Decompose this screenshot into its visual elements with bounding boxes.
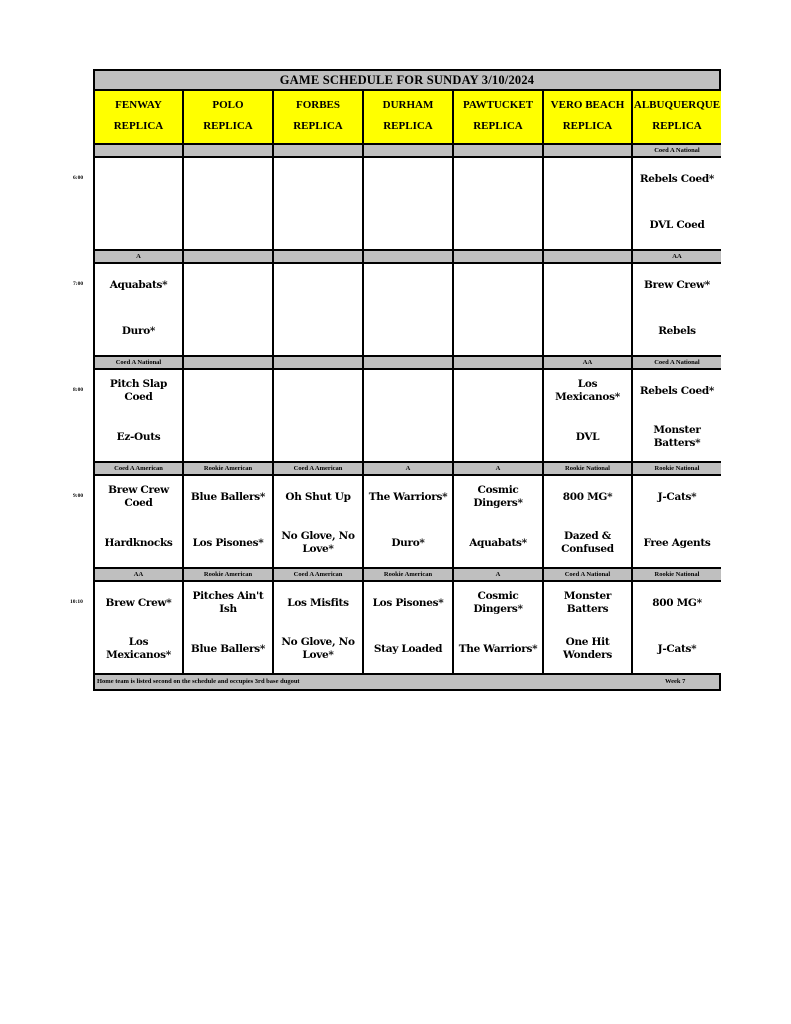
league-label xyxy=(184,357,274,370)
game-cell xyxy=(274,476,364,569)
home-team: No Glove, No Love* xyxy=(281,636,355,661)
away-team xyxy=(274,378,362,404)
game-cell xyxy=(184,370,274,463)
field-subtitle: REPLICA xyxy=(113,120,164,132)
away-team: Pitch Slap Coed xyxy=(109,378,168,403)
league-label xyxy=(544,251,633,264)
away-team xyxy=(364,272,452,298)
away-team: Aquabats* xyxy=(109,278,168,291)
game-cell xyxy=(274,158,364,251)
league-label xyxy=(95,145,184,158)
home-team: DVL Coed xyxy=(649,218,705,231)
league-label: Coed A American xyxy=(95,463,184,476)
time-label: 6:00 xyxy=(73,175,84,181)
game-cell xyxy=(364,158,454,251)
field-header-vero-beach xyxy=(544,91,633,145)
game-cell xyxy=(95,476,184,569)
away-team xyxy=(274,166,362,192)
game-cell xyxy=(364,582,454,675)
game-cell xyxy=(633,476,721,569)
schedule-title: GAME SCHEDULE FOR SUNDAY 3/10/2024 xyxy=(95,71,719,91)
home-team xyxy=(364,212,452,238)
home-team xyxy=(364,318,452,344)
home-team: One Hit Wonders xyxy=(563,636,612,661)
game-cell xyxy=(544,582,633,675)
away-team: Los Pisones* xyxy=(372,596,444,609)
away-team: 800 MG* xyxy=(562,490,613,503)
home-team: Dazed & Confused xyxy=(561,530,614,555)
field-name: VERO BEACH xyxy=(550,99,625,111)
field-name: POLO xyxy=(212,99,244,111)
league-label xyxy=(454,251,544,264)
away-team: The Warriors* xyxy=(368,490,448,503)
home-team xyxy=(544,318,631,344)
game-cell xyxy=(544,476,633,569)
away-team: Monster Batters xyxy=(563,590,612,615)
field-header-albuquerque xyxy=(633,91,721,145)
time-label: 8:00 xyxy=(73,387,84,393)
away-team xyxy=(274,272,362,298)
field-header-polo xyxy=(184,91,274,145)
game-cell xyxy=(184,476,274,569)
field-subtitle: REPLICA xyxy=(652,120,702,132)
game-cell xyxy=(633,264,721,357)
home-team xyxy=(454,424,542,450)
home-team: Aquabats* xyxy=(469,536,527,549)
field-subtitle: REPLICA xyxy=(562,120,613,132)
home-team xyxy=(454,318,542,344)
footer-note: Home team is listed second on the schedule and occupies 3rd base dugout xyxy=(97,678,300,685)
schedule-footer xyxy=(95,674,719,689)
week-label: Week 7 xyxy=(665,678,686,685)
game-cell xyxy=(364,370,454,463)
game-cell xyxy=(633,582,721,675)
field-subtitle: REPLICA xyxy=(203,120,253,132)
away-team xyxy=(95,166,182,192)
away-team: Rebels Coed* xyxy=(639,384,715,397)
league-label: AA xyxy=(544,357,633,370)
home-team: Los Mexicanos* xyxy=(106,636,171,661)
league-label: Rookie National xyxy=(633,569,721,582)
schedule-table xyxy=(93,69,721,691)
game-cell xyxy=(364,264,454,357)
league-label: Coed A American xyxy=(274,463,364,476)
league-label xyxy=(364,251,454,264)
league-label xyxy=(454,357,544,370)
game-cell xyxy=(184,264,274,357)
home-team xyxy=(184,424,272,450)
away-team xyxy=(364,166,452,192)
league-label xyxy=(364,145,454,158)
league-label xyxy=(544,145,633,158)
league-label: Rookie American xyxy=(184,569,274,582)
away-team xyxy=(454,166,542,192)
away-team: Brew Crew* xyxy=(644,278,710,291)
away-team xyxy=(544,272,631,298)
away-team: Brew Crew* xyxy=(105,596,172,609)
game-cell xyxy=(95,264,184,357)
field-subtitle: REPLICA xyxy=(293,120,343,132)
home-team xyxy=(544,212,631,238)
home-team: Hardknocks xyxy=(104,536,173,549)
game-cell xyxy=(364,476,454,569)
time-label: 9:00 xyxy=(73,493,84,499)
home-team: Los Pisones* xyxy=(192,536,264,549)
away-team: Los Mexicanos* xyxy=(555,378,620,403)
home-team xyxy=(454,212,542,238)
away-team xyxy=(364,378,452,404)
field-name: FENWAY xyxy=(115,99,162,111)
away-team: Cosmic Dingers* xyxy=(473,590,523,615)
home-team xyxy=(184,212,272,238)
field-header-fenway xyxy=(95,91,184,145)
time-label: 7:00 xyxy=(73,281,84,287)
league-label: AA xyxy=(633,251,721,264)
away-team: Pitches Ain't Ish xyxy=(192,590,264,615)
field-name: FORBES xyxy=(295,99,340,111)
league-label: Coed A National xyxy=(633,145,721,158)
away-team xyxy=(454,272,542,298)
away-team: Brew Crew Coed xyxy=(108,484,169,509)
game-cell xyxy=(454,264,544,357)
home-team xyxy=(95,212,182,238)
home-team: J-Cats* xyxy=(657,642,697,655)
league-label: Coed A National xyxy=(95,357,184,370)
league-label xyxy=(274,145,364,158)
field-header-forbes xyxy=(274,91,364,145)
field-subtitle: REPLICA xyxy=(473,120,523,132)
game-cell xyxy=(454,158,544,251)
away-team: Oh Shut Up xyxy=(285,490,351,503)
time-label: 10:10 xyxy=(70,599,83,605)
away-team xyxy=(184,272,272,298)
game-cell xyxy=(454,370,544,463)
league-label xyxy=(454,145,544,158)
home-team: Duro* xyxy=(121,324,156,337)
home-team: Duro* xyxy=(391,536,425,549)
home-team: Stay Loaded xyxy=(373,642,443,655)
home-team: Rebels xyxy=(658,324,696,337)
league-label: A xyxy=(95,251,184,264)
away-team xyxy=(184,378,272,404)
away-team: 800 MG* xyxy=(652,596,702,609)
home-team xyxy=(274,212,362,238)
away-team: Rebels Coed* xyxy=(639,172,715,185)
league-label: Coed A American xyxy=(274,569,364,582)
home-team: Ez-Outs xyxy=(116,430,161,443)
away-team xyxy=(184,166,272,192)
away-team: J-Cats* xyxy=(657,490,697,503)
league-label: Rookie National xyxy=(633,463,721,476)
league-label: Rookie American xyxy=(184,463,274,476)
field-subtitle: REPLICA xyxy=(383,120,433,132)
game-cell xyxy=(544,158,633,251)
home-team: The Warriors* xyxy=(458,642,538,655)
home-team xyxy=(274,424,362,450)
league-label: Rookie American xyxy=(364,569,454,582)
home-team xyxy=(274,318,362,344)
league-label: Coed A National xyxy=(544,569,633,582)
league-label: AA xyxy=(95,569,184,582)
field-header-durham xyxy=(364,91,454,145)
league-label: Coed A National xyxy=(633,357,721,370)
league-label: Rookie National xyxy=(544,463,633,476)
home-team: Blue Ballers* xyxy=(190,642,266,655)
field-name: PAWTUCKET xyxy=(462,99,534,111)
home-team: Free Agents xyxy=(643,536,711,549)
field-name: ALBUQUERQUE xyxy=(633,99,721,111)
field-name: DURHAM xyxy=(382,99,434,111)
game-cell xyxy=(184,582,274,675)
game-cell xyxy=(274,370,364,463)
field-header-pawtucket xyxy=(454,91,544,145)
home-team xyxy=(364,424,452,450)
away-team xyxy=(454,378,542,404)
game-cell xyxy=(633,370,721,463)
league-label xyxy=(274,357,364,370)
league-label: A xyxy=(364,463,454,476)
game-cell xyxy=(184,158,274,251)
game-cell xyxy=(633,158,721,251)
game-cell xyxy=(95,158,184,251)
away-team: Cosmic Dingers* xyxy=(473,484,523,509)
league-label: A xyxy=(454,463,544,476)
home-team: No Glove, No Love* xyxy=(281,530,355,555)
home-team: Monster Batters* xyxy=(653,424,701,449)
league-label xyxy=(184,251,274,264)
league-label xyxy=(274,251,364,264)
away-team: Blue Ballers* xyxy=(190,490,266,503)
game-cell xyxy=(454,476,544,569)
home-team xyxy=(184,318,272,344)
league-label xyxy=(184,145,274,158)
game-cell xyxy=(544,264,633,357)
game-cell xyxy=(274,582,364,675)
home-team: DVL xyxy=(575,430,600,443)
game-cell xyxy=(274,264,364,357)
away-team xyxy=(544,166,631,192)
game-cell xyxy=(544,370,633,463)
game-cell xyxy=(95,582,184,675)
game-cell xyxy=(95,370,184,463)
league-label: A xyxy=(454,569,544,582)
away-team: Los Misfits xyxy=(287,596,349,609)
game-cell xyxy=(454,582,544,675)
league-label xyxy=(364,357,454,370)
